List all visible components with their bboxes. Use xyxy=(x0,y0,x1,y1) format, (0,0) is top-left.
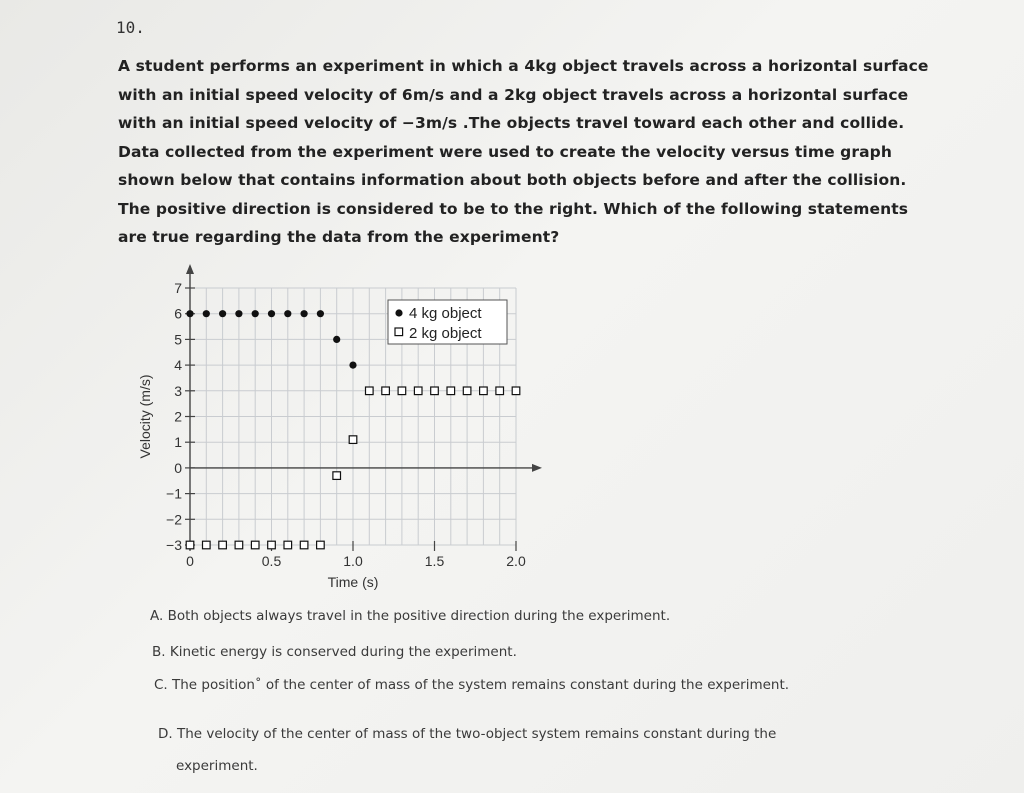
data-point-4kg xyxy=(219,310,226,317)
x-tick-label: 1.0 xyxy=(343,553,363,569)
y-tick-label: 6 xyxy=(174,305,182,322)
option-c[interactable]: C. The position˚ of the center of mass of the system remains constant during the experiment. xyxy=(154,677,790,693)
x-tick-label: 2.0 xyxy=(506,553,526,569)
data-point-2kg xyxy=(382,387,390,395)
data-point-2kg xyxy=(447,387,455,395)
data-point-4kg xyxy=(301,310,308,317)
data-point-2kg xyxy=(317,541,325,549)
data-point-2kg xyxy=(235,541,243,549)
question-line: shown below that contains information about both objects before and after the collision. xyxy=(118,171,907,189)
legend-label-2kg: 2 kg object xyxy=(409,325,482,342)
data-point-2kg xyxy=(496,387,504,395)
data-point-4kg xyxy=(252,310,259,317)
data-point-2kg xyxy=(414,387,422,395)
y-axis-label: Velocity (m/s) xyxy=(137,374,153,459)
option-d[interactable]: D. The velocity of the center of mass of the two-object system remains constant during the xyxy=(158,726,777,742)
data-point-4kg xyxy=(284,310,291,317)
question-line: with an initial speed velocity of −3m/s .The objects travel toward each other and collide. xyxy=(118,114,905,132)
x-tick-label: 1.5 xyxy=(424,553,445,569)
question-line: Data collected from the experiment were used to create the velocity versus time graph xyxy=(118,142,893,161)
y-tick-label: 0 xyxy=(174,459,182,476)
x-axis-arrow xyxy=(532,464,542,472)
y-tick-label: 4 xyxy=(174,357,182,374)
y-tick-label: 7 xyxy=(174,280,182,296)
question-number: 10. xyxy=(116,18,145,37)
y-tick-label: −1 xyxy=(166,485,182,502)
question-text xyxy=(118,52,968,252)
option-b[interactable]: B. Kinetic energy is conserved during the experiment. xyxy=(152,644,517,660)
y-tick-label: −3 xyxy=(166,537,182,553)
data-point-2kg xyxy=(333,472,341,480)
data-point-4kg xyxy=(186,310,193,317)
data-point-2kg xyxy=(186,541,194,549)
data-point-2kg xyxy=(300,541,308,549)
data-point-2kg xyxy=(431,387,439,395)
data-point-4kg xyxy=(268,310,275,317)
velocity-time-chart xyxy=(130,258,550,598)
data-point-2kg xyxy=(398,387,406,395)
question-line: A student performs an experiment in which a 4kg object travels across a horizontal surface xyxy=(118,57,929,75)
option-a[interactable]: A. Both objects always travel in the positive direction during the experiment. xyxy=(150,608,671,624)
y-tick-label: −2 xyxy=(166,511,182,528)
data-point-2kg xyxy=(349,436,357,444)
data-point-2kg xyxy=(512,387,520,395)
legend-label-4kg: 4 kg object xyxy=(409,305,482,322)
data-point-2kg xyxy=(268,541,276,549)
x-tick-label: 0 xyxy=(186,553,194,569)
data-point-2kg xyxy=(219,541,227,549)
y-tick-label: 5 xyxy=(174,331,182,348)
y-tick-label: 2 xyxy=(174,408,182,425)
question-line: The positive direction is considered to be to the right. Which of the following statements xyxy=(118,199,909,218)
question-line: with an initial speed velocity of 6m/s and a 2kg object travels across a horizontal surface xyxy=(118,85,909,104)
data-point-4kg xyxy=(349,362,356,369)
data-point-2kg xyxy=(463,387,471,395)
data-point-2kg xyxy=(366,387,374,395)
legend-marker-2kg xyxy=(395,328,403,336)
data-point-2kg xyxy=(251,541,259,549)
data-point-2kg xyxy=(203,541,211,549)
data-point-4kg xyxy=(235,310,242,317)
x-tick-label: 0.5 xyxy=(261,553,282,569)
data-point-2kg xyxy=(480,387,488,395)
option-d-continued[interactable]: experiment. xyxy=(176,758,258,774)
data-point-4kg xyxy=(317,310,324,317)
y-tick-label: 1 xyxy=(174,434,182,451)
data-point-4kg xyxy=(203,310,210,317)
legend-marker-4kg xyxy=(395,309,402,316)
question-line: are true regarding the data from the experiment? xyxy=(118,228,560,246)
y-axis-arrow xyxy=(186,264,194,274)
data-point-4kg xyxy=(333,336,340,343)
y-tick-label: 3 xyxy=(174,382,182,399)
data-point-2kg xyxy=(284,541,292,549)
x-axis-label: Time (s) xyxy=(327,574,379,590)
